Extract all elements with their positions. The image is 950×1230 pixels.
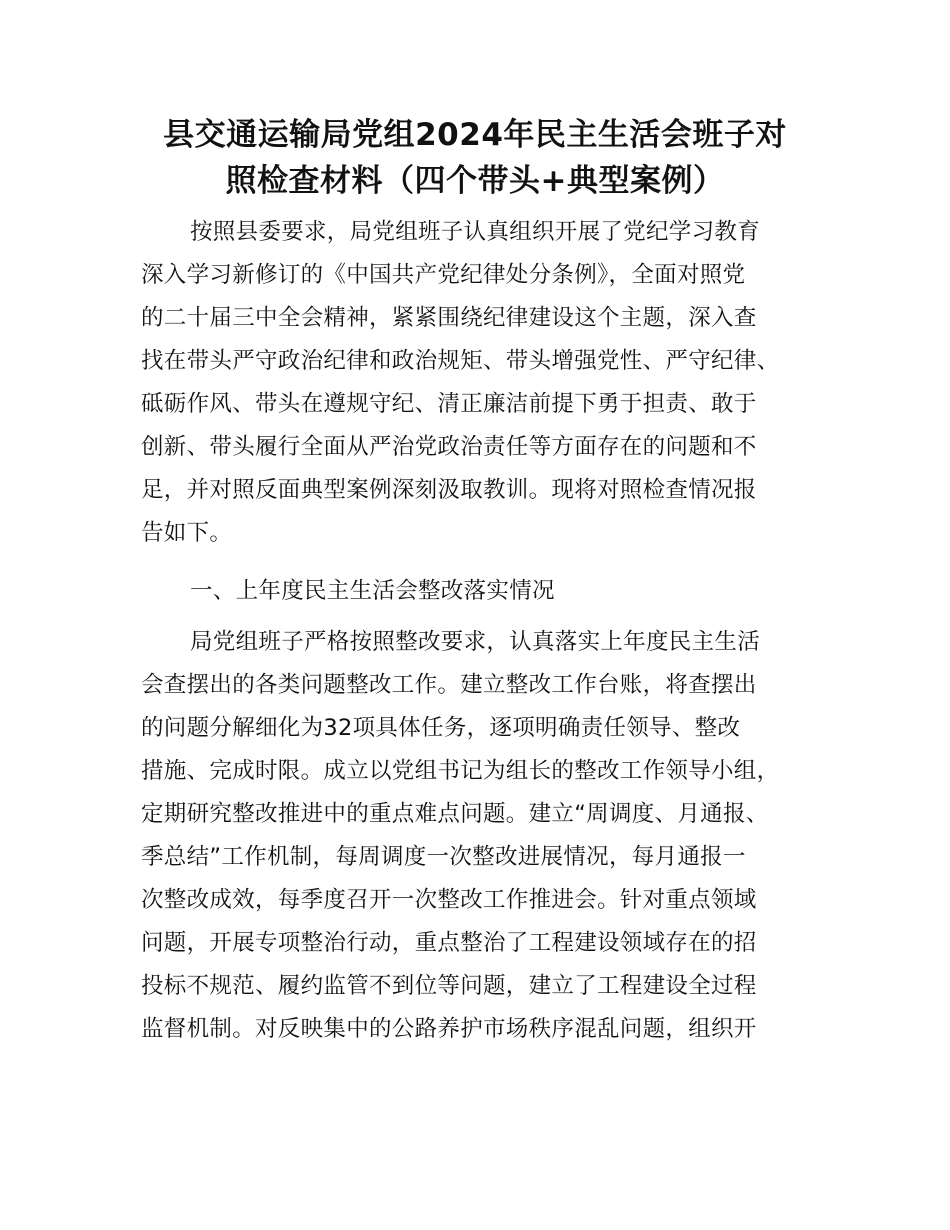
paragraph-line: 会查摆出的各类问题整改工作。建立整改工作台账，将查摆出 [141,672,757,698]
paragraph-line: 定期研究整改推进中的重点难点问题。建立“周调度、月通报、 [141,801,769,827]
paragraph-line: 次整改成效，每季度召开一次整改工作推进会。针对重点领域 [141,887,757,913]
section-heading-text: 一、上年度民主生活会整改落实情况 [190,578,555,604]
paragraph-line: 问题，开展专项整治行动，重点整治了工程建设领域存在的招 [141,930,757,956]
paragraph-line: 措施、完成时限。成立以党组书记为组长的整改工作领导小组， [141,758,780,784]
title-line-1: 县交通运输局党组2024年民主生活会班子对 [163,117,787,153]
paragraph-line: 按照县委要求，局党组班子认真组织开展了党纪学习教育 [190,219,761,245]
paragraph-line: 创新、带头履行全面从严治党政治责任等方面存在的问题和不 [141,434,757,460]
paragraph-line: 投标不规范、履约监管不到位等问题，建立了工程建设全过程 [141,973,757,999]
paragraph-line: 深入学习新修订的《中国共产党纪律处分条例》，全面对照党 [141,262,746,288]
paragraph-line: 告如下。 [141,520,233,546]
paragraph-line: 的二十届三中全会精神，紧紧围绕纪律建设这个主题，深入查 [141,305,757,331]
section-heading [141,570,831,613]
paragraph-line: 监督机制。对反映集中的公路养护市场秩序混乱问题，组织开 [141,1016,757,1042]
title-line-2: 照检查材料（四个带头+典型案例） [225,163,725,199]
paragraph-line: 足，并对照反面典型案例深刻汲取教训。现将对照检查情况报 [141,477,757,503]
intro-paragraph [141,211,831,555]
document-title [120,112,830,204]
paragraph-line: 的问题分解细化为32项具体任务，逐项明确责任领导、整改 [141,715,741,741]
paragraph-line: 局党组班子严格按照整改要求，认真落实上年度民主生活 [190,629,761,655]
rectification-paragraph [141,621,831,1051]
paragraph-line: 砥砺作风、带头在遵规守纪、清正廉洁前提下勇于担责、敢于 [141,391,757,417]
paragraph-line: 找在带头严守政治纪律和政治规矩、带头增强党性、严守纪律、 [141,348,780,374]
paragraph-line: 季总结”工作机制，每周调度一次整改进展情况，每月通报一 [141,844,746,870]
